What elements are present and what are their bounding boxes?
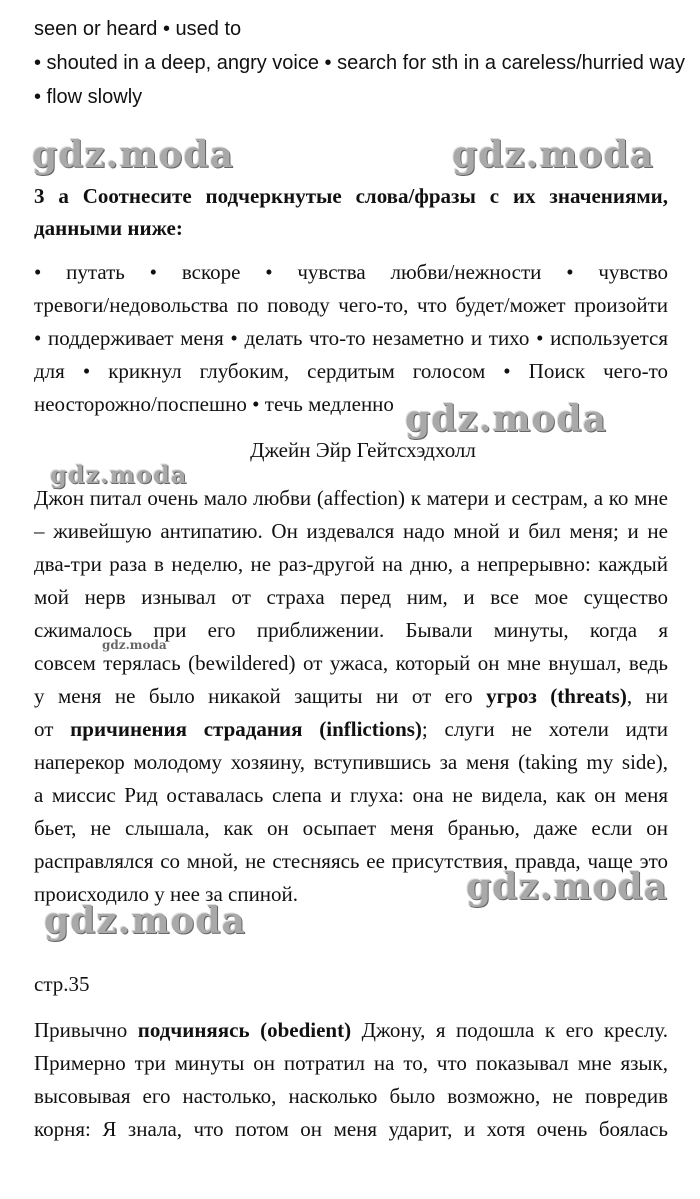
watermark: gdz.moda <box>50 460 188 489</box>
para2-line-1: Привычно подчиняясь (obedient) Джону, я подошла к его креслу. <box>34 1018 668 1042</box>
para1-line-10: а миссис Рид оставалась слепа и глуха: она не видела, как он меня <box>34 783 668 807</box>
task-heading-line-2: данными ниже: <box>34 216 183 240</box>
watermark-small: gdz.moda <box>102 638 167 652</box>
para1-line-5: сжималось при его приближении. Бывали минуты, когда я <box>34 618 668 642</box>
para1-line-8: от причинения страдания (inflictions); слуги не хотели идти <box>34 717 668 741</box>
para1-line-7: у меня не было никакой защиты ни от его угроз (threats), ни <box>34 684 669 708</box>
para2-line-3: высовывая его настолько, насколько было возможно, не повредив <box>34 1084 668 1108</box>
para1-line-9: наперекор молодому хозяину, вступившись за меня (taking my side), <box>34 750 668 774</box>
page-reference: стр.35 <box>34 972 90 996</box>
task-heading-line-1: 3 a Соотнесите подчеркнутые слова/фразы с их значениями, <box>34 184 668 208</box>
para1-line-11: бьет, не слышала, как он осыпает меня бранью, даже если он <box>34 816 668 840</box>
meanings-line-1: • путать • вскоре • чувства любви/нежности • чувство <box>34 260 668 284</box>
vocab-line-3: • flow slowly <box>34 86 143 108</box>
watermark: gdz.moda <box>32 134 234 176</box>
meanings-line-2: тревоги/недовольства по поводу чего-то, что будет/может произойти <box>34 293 668 317</box>
watermark: gdz.moda <box>405 398 607 440</box>
watermark: gdz.moda <box>466 866 668 908</box>
para1-line-13: происходило у нее за спиной. <box>34 882 299 906</box>
para2-line-2: Примерно три минуты он потратил на то, что показывал мне язык, <box>34 1051 668 1075</box>
meanings-line-4: для • крикнул глубоким, сердитым голосом • Поиск чего-то <box>34 359 668 383</box>
watermark: gdz.moda <box>44 900 246 942</box>
para1-line-12: расправлялся со мной, не стесняясь ее присутствия, правда, чаще это <box>34 849 668 873</box>
para1-line-4: мой нерв изнывал от страха перед ним, и все мое существо <box>34 585 668 609</box>
meanings-line-5: неосторожно/поспешно • течь медленно <box>34 392 394 416</box>
para1-line-2: – живейшую антипатию. Он издевался надо мной и бил меня; и не <box>34 519 668 543</box>
vocab-line-1: seen or heard • used to <box>34 18 242 40</box>
para1-line-6: совсем терялась (bewildered) от ужаса, который он мне внушал, ведь <box>34 651 668 675</box>
vocab-line-2: • shouted in a deep, angry voice • search for sth in a careless/hurried way <box>34 52 686 74</box>
watermark: gdz.moda <box>452 134 654 176</box>
para1-line-3: два-три раза в неделю, не раз-другой на дню, а непрерывно: каждый <box>34 552 668 576</box>
para2-line-4: корня: Я знала, что потом он меня ударит, и хотя очень боялась <box>34 1117 668 1141</box>
para1-line-1: Джон питал очень мало любви (affection) к матери и сестрам, а ко мне <box>34 486 668 510</box>
author-line: Джейн Эйр Гейтсхэдхолл <box>250 438 476 462</box>
meanings-line-3: • поддерживает меня • делать что-то незаметно и тихо • используется <box>34 326 668 350</box>
